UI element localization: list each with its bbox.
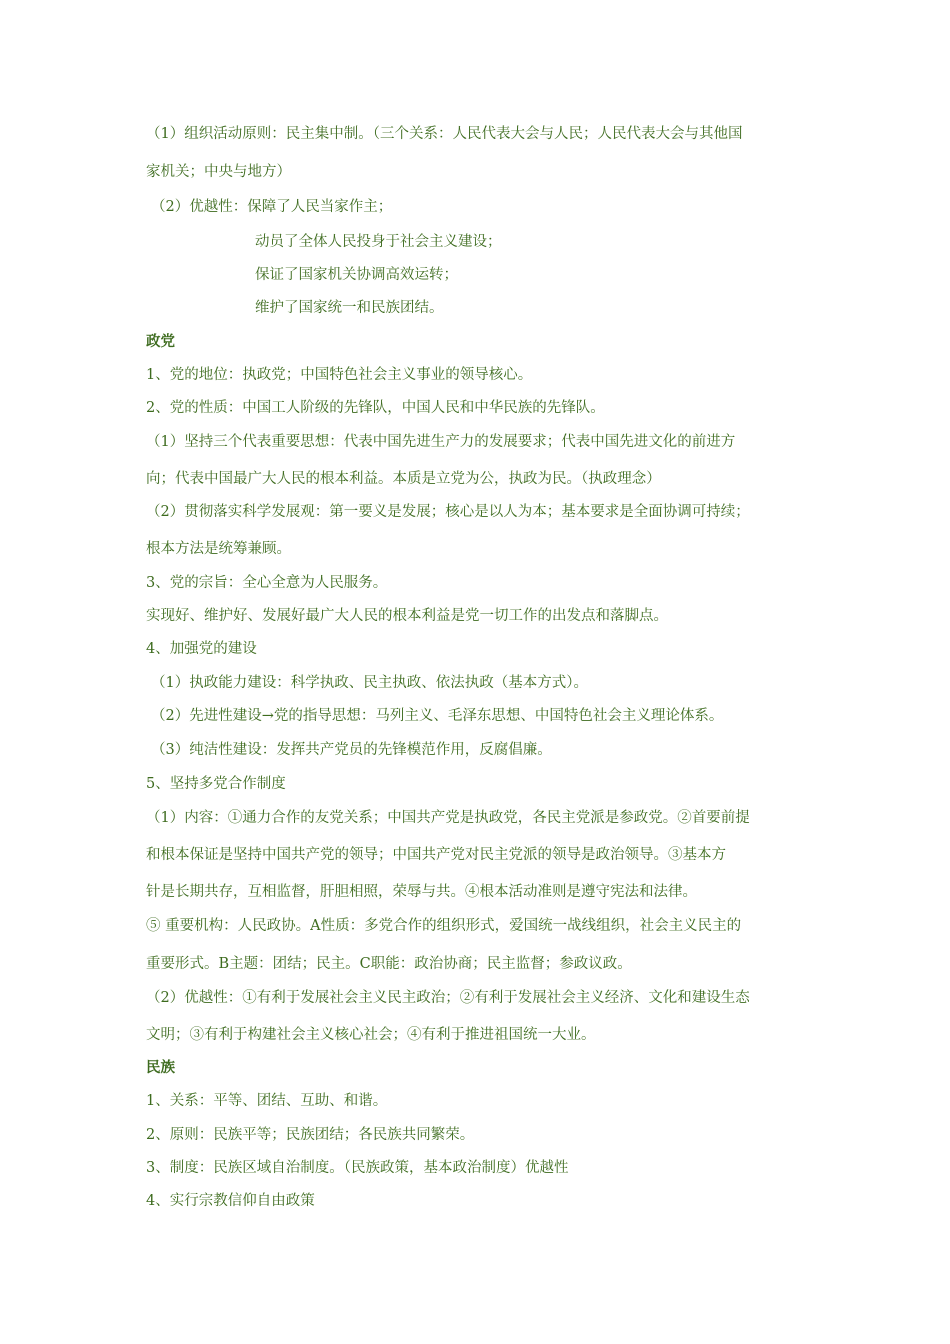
- text-line: 3、制度：民族区域自治制度。（民族政策，基本政治制度）优越性: [146, 1160, 569, 1176]
- text-line: （3）纯洁性建设：发挥共产党员的先锋模范作用，反腐倡廉。: [151, 742, 552, 758]
- section-heading: 民族: [146, 1059, 175, 1076]
- text-line: （2）贯彻落实科学发展观：第一要义是发展；核心是以人为本；基本要求是全面协调可持续；: [146, 504, 750, 520]
- text-line: ⑤ 重要机构：人民政协。A性质：多党合作的组织形式，爱国统一战线组织，社会主义民主的: [146, 918, 742, 934]
- text-line: 4、实行宗教信仰自由政策: [146, 1193, 315, 1209]
- section-heading: 政党: [146, 333, 175, 350]
- text-line: （1）内容：①通力合作的友党关系；中国共产党是执政党，各民主党派是参政党。②首要前提: [146, 810, 750, 826]
- text-line: （1）组织活动原则：民主集中制。（三个关系：人民代表大会与人民；人民代表大会与其他国: [146, 126, 743, 142]
- text-line: 1、关系：平等、团结、互助、和谐。: [146, 1093, 388, 1109]
- text-line: 动员了全体人民投身于社会主义建设；: [255, 234, 502, 250]
- text-line: 2、原则：民族平等；民族团结；各民族共同繁荣。: [146, 1127, 475, 1143]
- text-line: 针是长期共存，互相监督，肝胆相照，荣辱与共。④根本活动准则是遵守宪法和法律。: [146, 884, 697, 900]
- text-line: （1）坚持三个代表重要思想：代表中国先进生产力的发展要求；代表中国先进文化的前进方: [146, 434, 736, 450]
- text-line: （2）先进性建设→党的指导思想：马列主义、毛泽东思想、中国特色社会主义理论体系。: [151, 708, 724, 724]
- text-line: 重要形式。B主题：团结；民主。C职能：政治协商；民主监督；参政议政。: [146, 956, 632, 972]
- text-line: 根本方法是统筹兼顾。: [146, 541, 291, 557]
- text-line: 1、党的地位：执政党；中国特色社会主义事业的领导核心。: [146, 367, 533, 383]
- text-line: 向；代表中国最广大人民的根本利益。本质是立党为公，执政为民。（执政理念）: [146, 471, 661, 487]
- text-line: 5、坚持多党合作制度: [146, 776, 286, 792]
- text-line: 文明；③有利于构建社会主义核心社会；④有利于推进祖国统一大业。: [146, 1027, 596, 1043]
- text-line: 维护了国家统一和民族团结。: [255, 300, 444, 316]
- text-line: （2）优越性：①有利于发展社会主义民主政治；②有利于发展社会主义经济、文化和建设生态: [146, 990, 750, 1006]
- text-line: 2、党的性质：中国工人阶级的先锋队，中国人民和中华民族的先锋队。: [146, 400, 605, 416]
- text-line: 保证了国家机关协调高效运转；: [255, 267, 458, 283]
- text-line: （2）优越性：保障了人民当家作主；: [151, 199, 393, 215]
- text-line: 和根本保证是坚持中国共产党的领导；中国共产党对民主党派的领导是政治领导。③基本方: [146, 847, 726, 863]
- text-line: （1）执政能力建设：科学执政、民主执政、依法执政（基本方式）。: [151, 675, 588, 691]
- text-line: 3、党的宗旨：全心全意为人民服务。: [146, 575, 388, 591]
- text-line: 家机关；中央与地方）: [146, 164, 291, 180]
- text-line: 实现好、维护好、发展好最广大人民的根本利益是党一切工作的出发点和落脚点。: [146, 608, 668, 624]
- text-line: 4、加强党的建设: [146, 641, 257, 657]
